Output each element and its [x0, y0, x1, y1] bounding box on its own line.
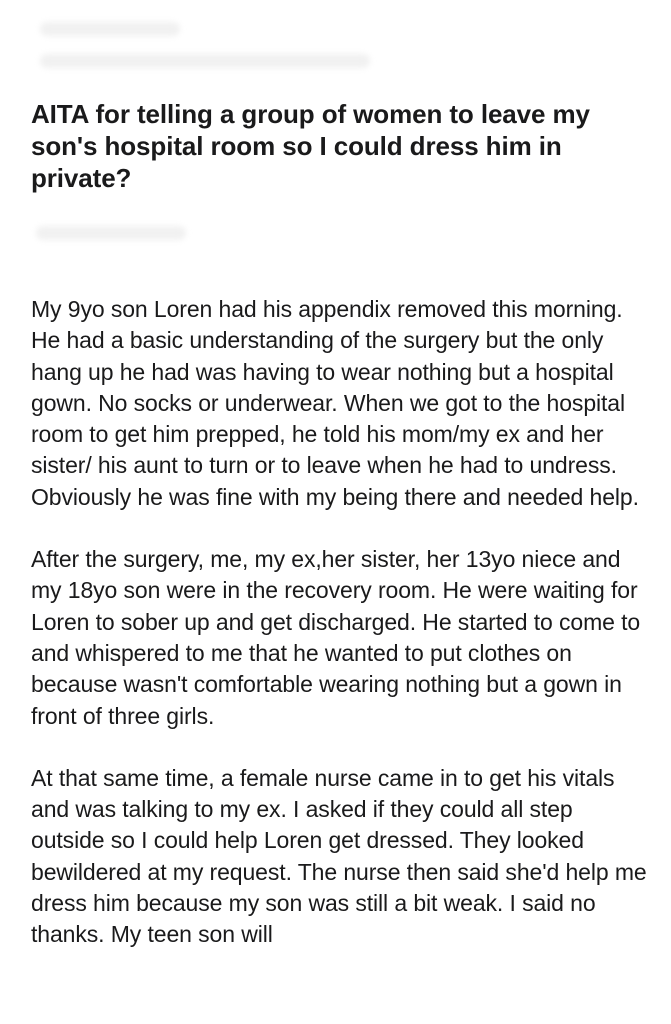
blurred-username — [40, 22, 180, 36]
blurred-flair — [36, 226, 186, 240]
post-paragraph-2: After the surgery, me, my ex,her sister, her 13yo niece and my 18yo son were in the recovery room. He were waiting for Loren to sober up and get discharged. He started to come to and whispered to me that he wanted to put clothes on because wasn't comfortable wearing nothing but a gown in front of three girls. — [31, 546, 641, 729]
post-paragraph-1: My 9yo son Loren had his appendix removed this morning. He had a basic understanding of the surgery but the only hang up he had was having to wear nothing but a hospital gown. No socks or underwear. When we got to the hospital room to get him prepped, he told his mom/my ex and her sister/ his aunt to turn or to leave when he had to undress. Obviously he was fine with my being there and needed help. — [31, 296, 639, 510]
post-title: AITA for telling a group of women to leave my son's hospital room so I could dress him in private? — [31, 99, 590, 193]
post-body — [31, 294, 651, 982]
post-paragraph-3: At that same time, a female nurse came in to get his vitals and was talking to my ex. I asked if they could all step outside so I could help Loren get dressed. They looked bewildered at my request. The nurse then said she'd help me dress him because my son was still a bit weak. I said no thanks. My teen son will — [31, 764, 647, 948]
blurred-meta — [40, 54, 370, 68]
post — [31, 98, 649, 194]
